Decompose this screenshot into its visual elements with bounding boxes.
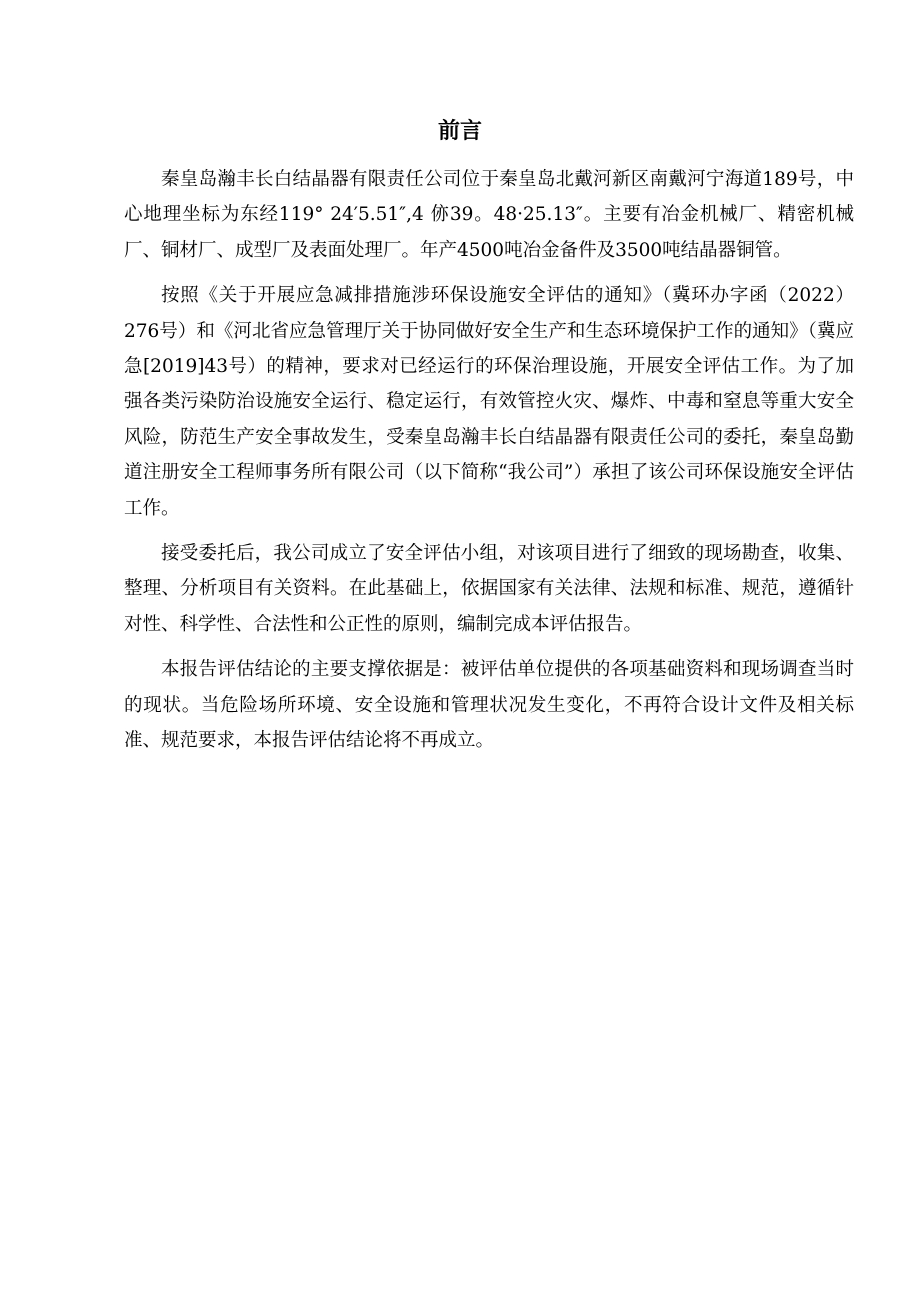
paragraph-company-overview: 秦皇岛瀚丰长白结晶器有限责任公司位于秦皇岛北戴河新区南戴河宁海道189号，中心地理坐标为东经119° 24′5.51″,4 㑊39。48·25.13″。主要有冶金机械厂、精密机械厂、铜材厂、成型厂及表面处理厂。年产4500吨冶金备件及3500吨结晶器铜管。	[124, 169, 854, 261]
page-title: 前言	[437, 119, 482, 144]
paragraph-basis-notice: 按照《关于开展应急减排措施涉环保设施安全评估的通知》（冀环办字函（2022）276号）和《河北省应急管理厅关于协同做好安全生产和生态环境保护工作的通知》（冀应急[2019]43号）的精神，要求对已经运行的环保治理设施，开展安全评估工作。为了加强各类污染防治设施安全运行、稳定运行，有效管控火灾、爆炸、中毒和窒息等重大安全风险，防范生产安全事故发生，受秦皇岛瀚丰长白结晶器有限责任公司的委托，秦皇岛勤道注册安全工程师事务所有限公司（以下简称“我公司”）承担了该公司环保设施安全评估工作。	[124, 285, 854, 519]
paragraph-work-process: 接受委托后，我公司成立了安全评估小组，对该项目进行了细致的现场勘查，收集、整理、分析项目有关资料。在此基础上，依据国家有关法律、法规和标准、规范，遵循针对性、科学性、合法性和公正性的原则，编制完成本评估报告。	[124, 543, 854, 635]
document-body	[124, 162, 854, 769]
paragraph-conclusion-basis: 本报告评估结论的主要支撑依据是：被评估单位提供的各项基础资料和现场调查当时的现状。当危险场所环境、安全设施和管理状况发生变化，不再符合设计文件及相关标准、规范要求，本报告评估结论将不再成立。	[124, 659, 854, 752]
